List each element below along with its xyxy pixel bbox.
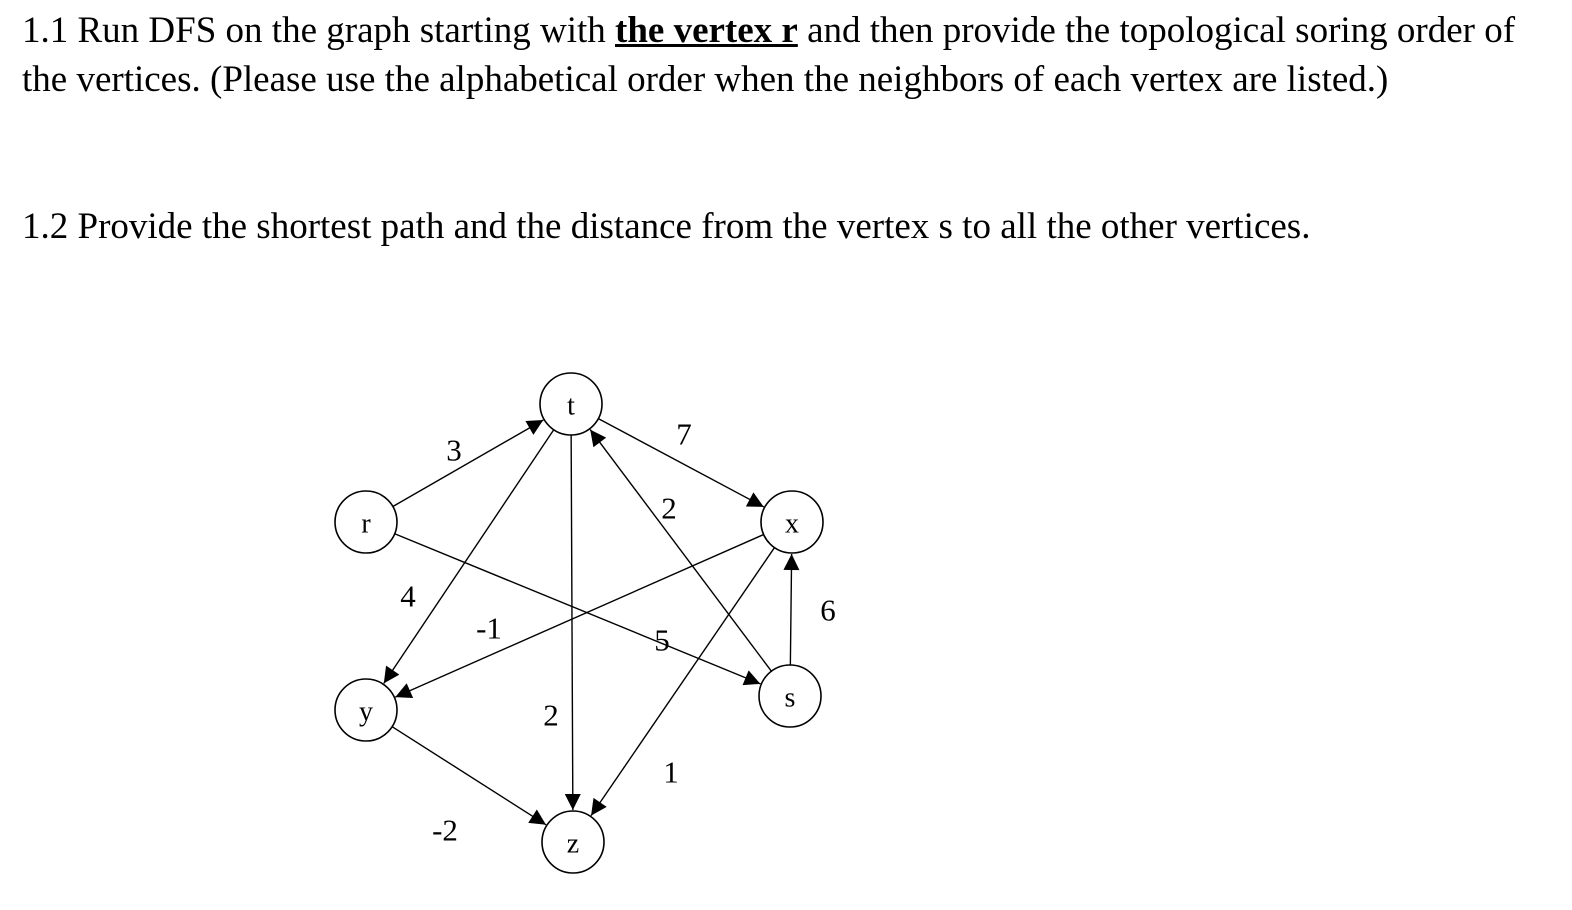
vertex-z xyxy=(542,811,604,873)
edge-x-y xyxy=(395,535,763,698)
edge-t-z xyxy=(571,435,573,810)
edge-r-t xyxy=(393,420,543,507)
question-1-1-emphasis: the vertex r xyxy=(615,10,798,51)
weight-label-x-z: 1 xyxy=(663,754,679,790)
edges-layer xyxy=(384,416,792,825)
question-1-1-prefix: 1.1 Run DFS on the graph starting with xyxy=(22,10,616,51)
vertex-label-z: z xyxy=(566,828,580,860)
vertices-layer xyxy=(335,373,823,873)
weight-label-r-t: 3 xyxy=(446,432,462,468)
vertex-s xyxy=(759,665,821,727)
question-1-2: 1.2 Provide the shortest path and the distance from the vertex s to all the other vertices. xyxy=(22,206,1311,247)
weight-label-t-y: 4 xyxy=(400,578,416,614)
vertex-x xyxy=(761,491,823,553)
edge-y-z xyxy=(392,727,546,825)
question-1-1-suffix: and then provide the topological soring order of the vertices. (Please use the alphabetical order when the neighbors of each vertex are listed.) xyxy=(22,10,1516,100)
weight-label-s-x: 6 xyxy=(820,592,836,628)
edge-s-x xyxy=(790,554,791,665)
weight-label-r-s: 5 xyxy=(654,622,670,658)
weight-label-y-z: -2 xyxy=(432,812,458,848)
edge-s-t xyxy=(590,430,771,672)
vertex-r xyxy=(335,491,397,553)
vertex-label-x: x xyxy=(785,508,799,540)
vertex-y xyxy=(335,679,397,741)
vertex-label-r: r xyxy=(361,508,371,540)
vertex-label-s: s xyxy=(784,682,796,714)
edge-t-y xyxy=(384,430,554,684)
edge-r-s xyxy=(395,534,761,684)
weight-label-x-y: -1 xyxy=(476,610,502,646)
vertex-label-y: y xyxy=(359,696,373,728)
vertex-t xyxy=(540,373,602,435)
vertex-label-t: t xyxy=(567,390,575,422)
weight-labels-layer xyxy=(400,417,836,848)
edge-x-z xyxy=(591,548,774,816)
weight-label-s-t: 2 xyxy=(661,490,677,526)
weight-label-t-x: 7 xyxy=(676,416,692,452)
weight-label-t-z: 2 xyxy=(543,697,559,733)
